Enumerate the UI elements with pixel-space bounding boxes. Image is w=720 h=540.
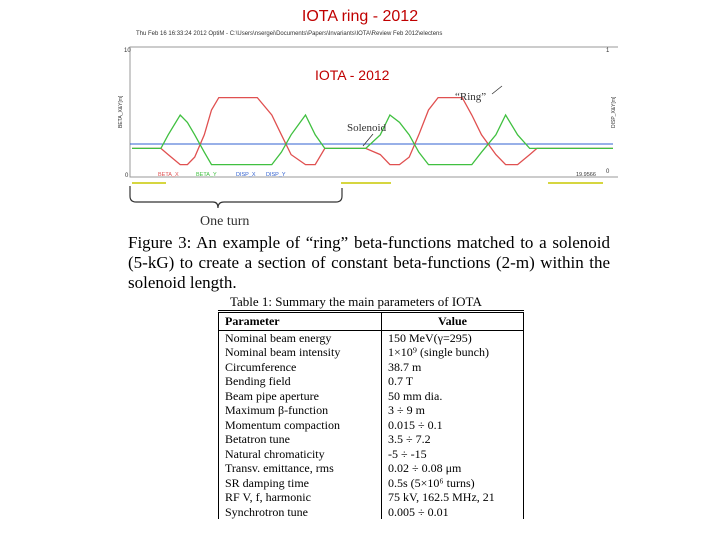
y-top-tick: 10: [124, 48, 131, 54]
parameter-cell: Maximum β-function: [219, 403, 382, 418]
one-turn-brace: [130, 186, 342, 208]
value-cell: 0.005 ÷ 0.01: [382, 505, 524, 520]
value-cell: 0.015 ÷ 0.1: [382, 418, 524, 433]
x-end-label: 19.9566: [576, 172, 596, 178]
header-value: Value: [382, 312, 524, 331]
value-cell: 3.5 ÷ 7.2: [382, 432, 524, 447]
figure-caption: Figure 3: An example of “ring” beta-functions matched to a solenoid (5-kG) to create a section of constant beta-functions (2-m) within the solenoid length.: [128, 233, 610, 292]
ring-pointer: [492, 86, 502, 94]
table-row: [219, 447, 524, 462]
parameter-cell: Natural chromaticity: [219, 447, 382, 462]
table-header-row: [219, 312, 524, 331]
table-row: [219, 389, 524, 404]
table-row: [219, 461, 524, 476]
parameter-cell: Beam pipe aperture: [219, 389, 382, 404]
value-cell: 3 ÷ 9 m: [382, 403, 524, 418]
table-row: [219, 476, 524, 491]
plot-header: Thu Feb 16 16:33:24 2012 OptiM - C:\Users\nsergei\Documents\Papers\Invariants\IOTA\Review Feb 2012\electens: [136, 31, 443, 37]
table-row: [219, 418, 524, 433]
parameters-table: [218, 310, 524, 519]
y-left-label: BETA_X&Y[m]: [118, 95, 124, 128]
header-parameter: Parameter: [219, 312, 382, 331]
table-row: [219, 360, 524, 375]
y-right-label: DISP_X&Y[m]: [611, 96, 617, 128]
overlay-title: IOTA - 2012: [315, 67, 390, 83]
table-row: [219, 345, 524, 360]
legend-beta-x: BETA_X: [158, 172, 179, 178]
parameter-cell: Synchrotron tune: [219, 505, 382, 520]
value-cell: -5 ÷ -15: [382, 447, 524, 462]
parameter-cell: RF V, f, harmonic: [219, 490, 382, 505]
value-cell: 0.5s (5×10⁶ turns): [382, 476, 524, 491]
table-body: [219, 330, 524, 519]
parameter-cell: SR damping time: [219, 476, 382, 491]
one-turn-label: One turn: [200, 214, 250, 228]
table-row: [219, 374, 524, 389]
value-cell: 50 mm dia.: [382, 389, 524, 404]
parameter-cell: Momentum compaction: [219, 418, 382, 433]
value-cell: 1×10⁹ (single bunch): [382, 345, 524, 360]
table-row: [219, 432, 524, 447]
parameter-cell: Nominal beam intensity: [219, 345, 382, 360]
legend-beta-y: BETA_Y: [196, 172, 217, 178]
parameter-cell: Bending field: [219, 374, 382, 389]
parameter-cell: Circumference: [219, 360, 382, 375]
table-row: [219, 505, 524, 520]
table-row: [219, 330, 524, 345]
value-cell: 38.7 m: [382, 360, 524, 375]
value-cell: 150 MeV(γ=295): [382, 330, 524, 345]
y-right-bottom-tick: 0: [606, 169, 610, 175]
legend-disp-x: DISP_X: [236, 172, 256, 178]
table-row: [219, 490, 524, 505]
beta-function-plot: [118, 18, 618, 228]
y-right-top-tick: 1: [606, 48, 610, 54]
ring-label: “Ring”: [455, 91, 487, 103]
table-row: [219, 403, 524, 418]
legend-disp-y: DISP_Y: [266, 172, 286, 178]
value-cell: 75 kV, 162.5 MHz, 21: [382, 490, 524, 505]
parameter-cell: Transv. emittance, rms: [219, 461, 382, 476]
slide-title: IOTA ring - 2012: [301, 8, 419, 25]
parameter-cell: Betatron tune: [219, 432, 382, 447]
value-cell: 0.02 ÷ 0.08 μm: [382, 461, 524, 476]
y-bottom-tick: 0: [125, 173, 129, 179]
parameter-cell: Nominal beam energy: [219, 330, 382, 345]
solenoid-label: Solenoid: [347, 122, 387, 134]
value-cell: 0.7 T: [382, 374, 524, 389]
beta-function-svg: [118, 18, 618, 228]
table-title: Table 1: Summary the main parameters of IOTA: [230, 294, 482, 309]
